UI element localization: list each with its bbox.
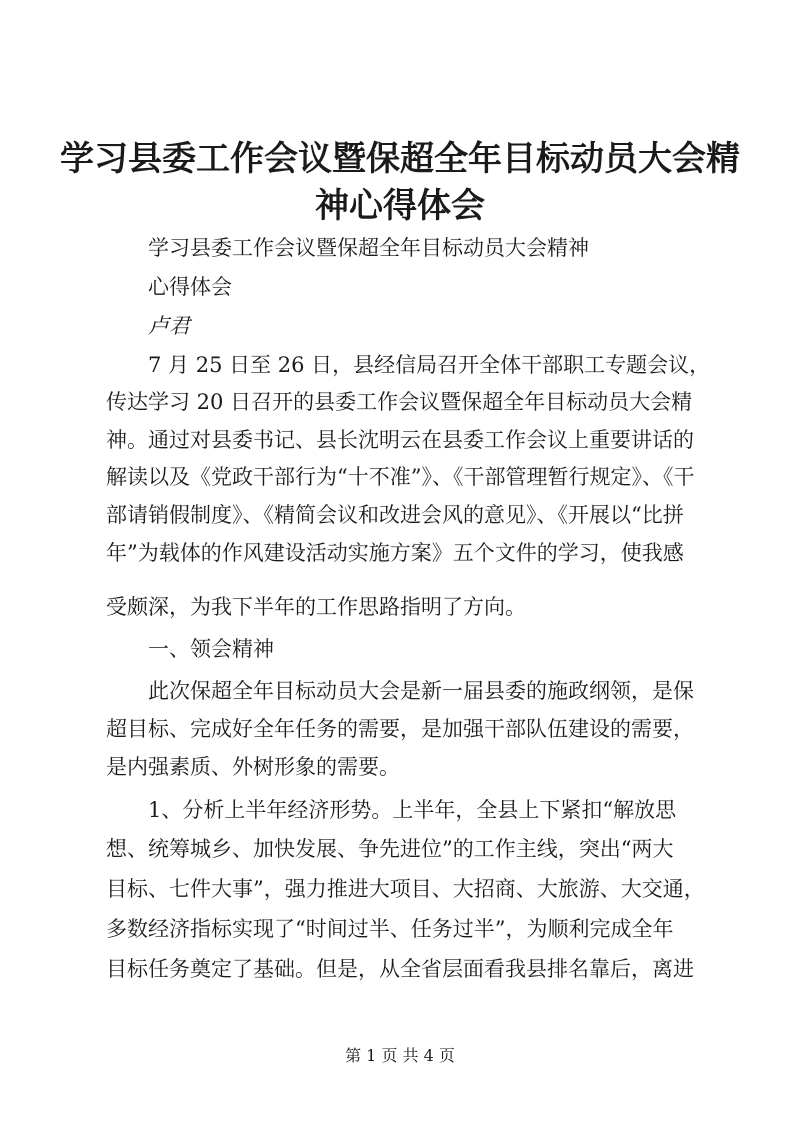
paragraph-line: 部请销假制度》、《精简会议和改进会风的意见》、《开展以“比拼 <box>106 503 684 527</box>
paragraph-line: 是内强素质、外树形象的需要。 <box>106 755 400 779</box>
document-title: 学习县委工作会议暨保超全年目标动员大会精神心得体会 <box>60 139 740 226</box>
paragraph-line: 解读以及《党政干部行为“十不准”》、《干部管理暂行规定》、《干 <box>106 465 695 489</box>
subtitle-line-2: 心得体会 <box>148 275 232 299</box>
paragraph-line: 1、分析上半年经济形势。上半年，全县上下紧扣“解放思 <box>148 798 677 822</box>
paragraph-line: 神。通过对县委书记、县长沈明云在县委工作会议上重要讲话的 <box>106 428 694 452</box>
paragraph-line: 年”为载体的作风建设活动实施方案》五个文件的学习，使我感 <box>106 541 684 565</box>
paragraph-line: 受颇深，为我下半年的工作思路指明了方向。 <box>106 595 526 619</box>
paragraph-line: 超目标、完成好全年任务的需要，是加强干部队伍建设的需要， <box>106 717 694 741</box>
subtitle-line-1: 学习县委工作会议暨保超全年目标动员大会精神 <box>148 236 589 260</box>
paragraph-line: 多数经济指标实现了“时间过半、任务过半”，为顺利完成全年 <box>106 917 674 941</box>
paragraph-line: 想、统筹城乡、加快发展、争先进位”的工作主线，突出“两大 <box>106 837 674 861</box>
section-heading: 一、领会精神 <box>148 637 274 661</box>
paragraph-line: 传达学习 20 日召开的县委工作会议暨保超全年目标动员大会精 <box>106 390 693 414</box>
paragraph-line: 目标任务奠定了基础。但是，从全省层面看我县排名靠后，离进 <box>106 957 694 981</box>
paragraph-line: 目标、七件大事”，强力推进大项目、大招商、大旅游、大交通， <box>106 877 705 901</box>
paragraph-line: 7 月 25 日至 26 日，县经信局召开全体干部职工专题会议， <box>148 353 711 377</box>
author: 卢君 <box>148 314 190 338</box>
paragraph-line: 此次保超全年目标动员大会是新一届县委的施政纲领，是保 <box>148 679 694 703</box>
page-footer: 第 1 页 共 4 页 <box>345 1046 455 1065</box>
